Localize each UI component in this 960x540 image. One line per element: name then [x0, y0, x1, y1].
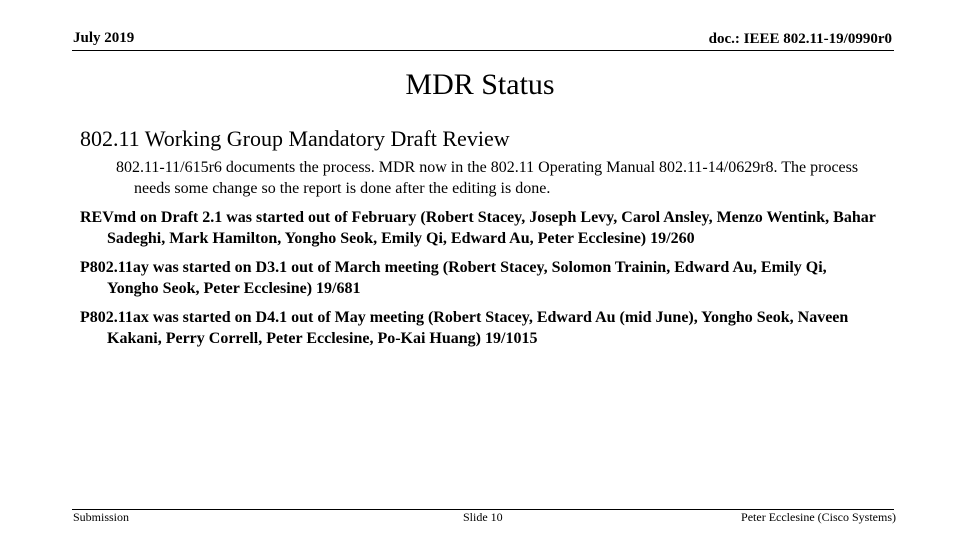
section-heading: 802.11 Working Group Mandatory Draft Review: [80, 126, 510, 151]
bullet-revmd: REVmd on Draft 2.1 was started out of February (Robert Stacey, Joseph Levy, Carol Ansley, Menzo Wentink, Bahar Sadeghi, Mark Hamilton, Yongho Seok, Emily Qi, Edward Au, Peter Ecclesine) 19/260: [80, 209, 876, 247]
footer-author: Peter Ecclesine (Cisco Systems): [741, 510, 896, 524]
header-date: July 2019: [73, 30, 135, 46]
footer-submission: Submission: [73, 510, 130, 524]
header-divider: [72, 50, 894, 51]
footer-slide-number: Slide 10: [463, 510, 503, 524]
header-doc-id: doc.: IEEE 802.11-19/0990r0: [708, 31, 892, 47]
slide-body: [80, 124, 880, 349]
slide-title: MDR Status: [405, 68, 555, 101]
sub-item: 802.11-11/615r6 documents the process. MDR now in the 802.11 Operating Manual 802.11-14/0629r8. The process needs some change so the report is done after the editing is done.: [116, 159, 859, 197]
bullet-p80211ax: P802.11ax was started on D4.1 out of May meeting (Robert Stacey, Edward Au (mid June), Yongho Seok, Naveen Kakani, Perry Correll, Peter Ecclesine, Po-Kai Huang) 19/1015: [80, 309, 849, 347]
bullet-p80211ay: P802.11ay was started on D3.1 out of March meeting (Robert Stacey, Solomon Trainin, Edward Au, Emily Qi, Yongho Seok, Peter Ecclesine) 19/681: [80, 259, 827, 297]
